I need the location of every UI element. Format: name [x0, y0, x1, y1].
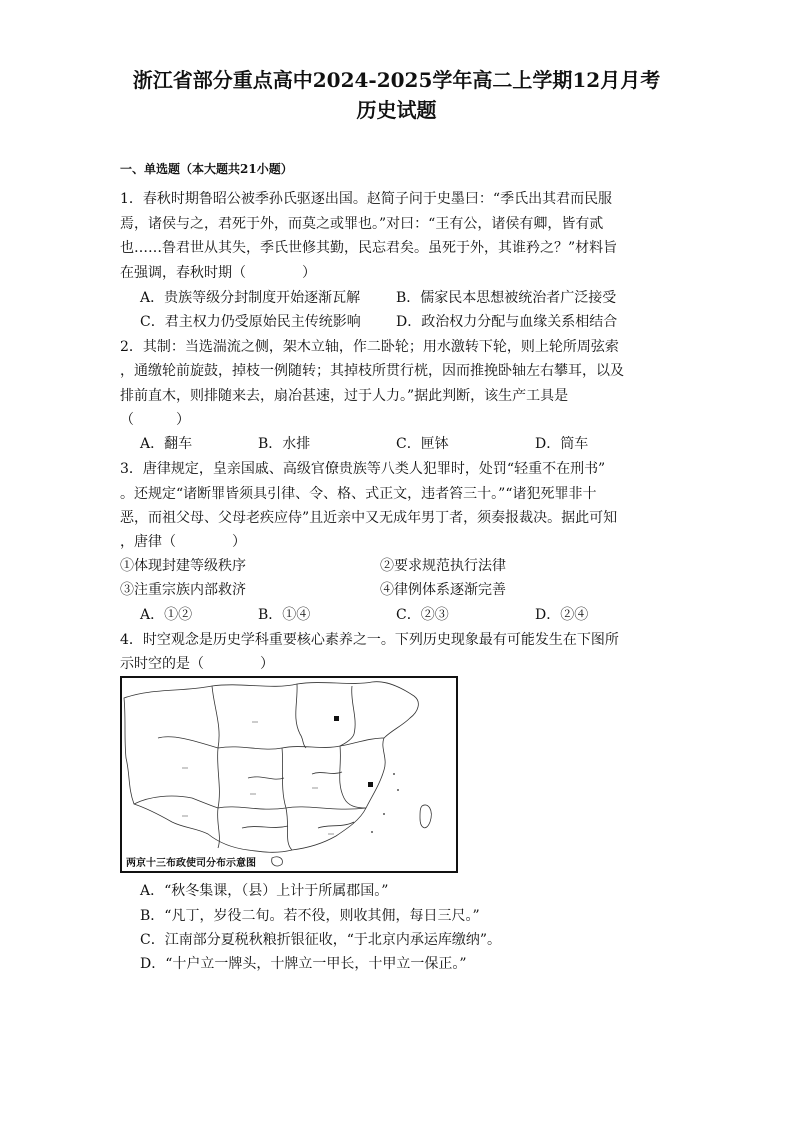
q1-line: 焉，诸侯与之，君死于外，而莫之或罪也。”对曰：“王有公，诸侯有卿，皆有贰: [120, 216, 604, 232]
china-map-illustration: [122, 678, 456, 871]
q2-line: ，通缴轮前旋鼓，掉枝一例随转；其掉枝所贯行桄，因而推挽卧轴左右攀耳，以及: [120, 363, 624, 379]
q3-statement-4: ④律例体系逐渐完善: [380, 582, 506, 598]
q1-option-b: B．儒家民本思想被统治者广泛接受: [396, 290, 617, 306]
q1-line: 1．春秋时期鲁昭公被季孙氏驱逐出国。赵简子问于史墨曰：“季氏出其君而民服: [120, 191, 613, 207]
section-heading: 一、单选题（本大题共21小题）: [120, 162, 293, 176]
q3-line: ，唐律（ ）: [120, 534, 246, 550]
q1-line: 也……鲁君世从其失，季氏世修其勤，民忘君矣。虽死于外，其谁矜之？”材料旨: [120, 240, 618, 256]
q3-line: 3．唐律规定，皇亲国戚、高级官僚贵族等八类人犯罪时，处罚“轻重不在刑书”: [120, 461, 606, 477]
q4-option-c: C．江南部分夏税秋粮折银征收，“于北京内承运库缴纳”。: [140, 932, 502, 948]
q3-option-a: A．①②: [140, 607, 193, 623]
q4-option-b: B．“凡丁，岁役二旬。若不役，则收其佣，每日三尺。”: [140, 908, 480, 924]
q3-statement-2: ②要求规范执行法律: [380, 558, 506, 574]
map-caption: 两京十三布政使司分布示意图: [124, 854, 258, 869]
q2-option-a: A．翻车: [140, 436, 193, 452]
q2-option-b: B．水排: [258, 436, 311, 452]
q4-line: 示时空的是（ ）: [120, 656, 274, 672]
q3-option-b: B．①④: [258, 607, 311, 623]
page-subtitle: 历史试题: [356, 98, 437, 122]
q2-line: 排前直木，则排随来去，扇冶甚速，过于人力。”据此判断，该生产工具是: [120, 388, 569, 404]
q2-line: （ ）: [120, 412, 190, 428]
q3-statement-3: ③注重宗族内部救济: [120, 582, 246, 598]
q4-option-a: A．“秋冬集课，（县）上计于所属郡国。”: [140, 883, 389, 899]
page-title: 浙江省部分重点高中2024-2025学年高二上学期12月月考: [132, 68, 661, 92]
q3-option-d: D．②④: [535, 607, 589, 623]
q1-line: 在强调，春秋时期（ ）: [120, 265, 316, 281]
q1-option-c: C．君主权力仍受原始民主传统影响: [140, 314, 361, 330]
q4-option-d: D．“十户立一牌头，十牌立一甲长，十甲立一保正。”: [140, 956, 467, 972]
q2-line: 2．其制：当选湍流之侧，架木立轴，作二卧轮；用水激转下轮，则上轮所周弦索: [120, 339, 619, 355]
map-figure: [120, 676, 458, 873]
q1-option-a: A．贵族等级分封制度开始逐渐瓦解: [140, 290, 361, 306]
q2-option-c: C．匣钵: [396, 436, 449, 452]
q3-option-c: C．②③: [396, 607, 449, 623]
q4-line: 4．时空观念是历史学科重要核心素养之一。下列历史现象最有可能发生在下图所: [120, 632, 619, 648]
q3-statement-1: ①体现封建等级秩序: [120, 558, 246, 574]
q3-line: 。还规定“诸断罪皆须具引律、令、格、式正文，违者笞三十。”“诸犯死罪非十: [120, 486, 597, 502]
q2-option-d: D．筒车: [535, 436, 589, 452]
q3-line: 恶，而祖父母、父母老疾应侍”且近亲中又无成年男丁者，须奏报裁决。据此可知: [120, 510, 618, 526]
q1-option-d: D．政治权力分配与血缘关系相结合: [396, 314, 618, 330]
